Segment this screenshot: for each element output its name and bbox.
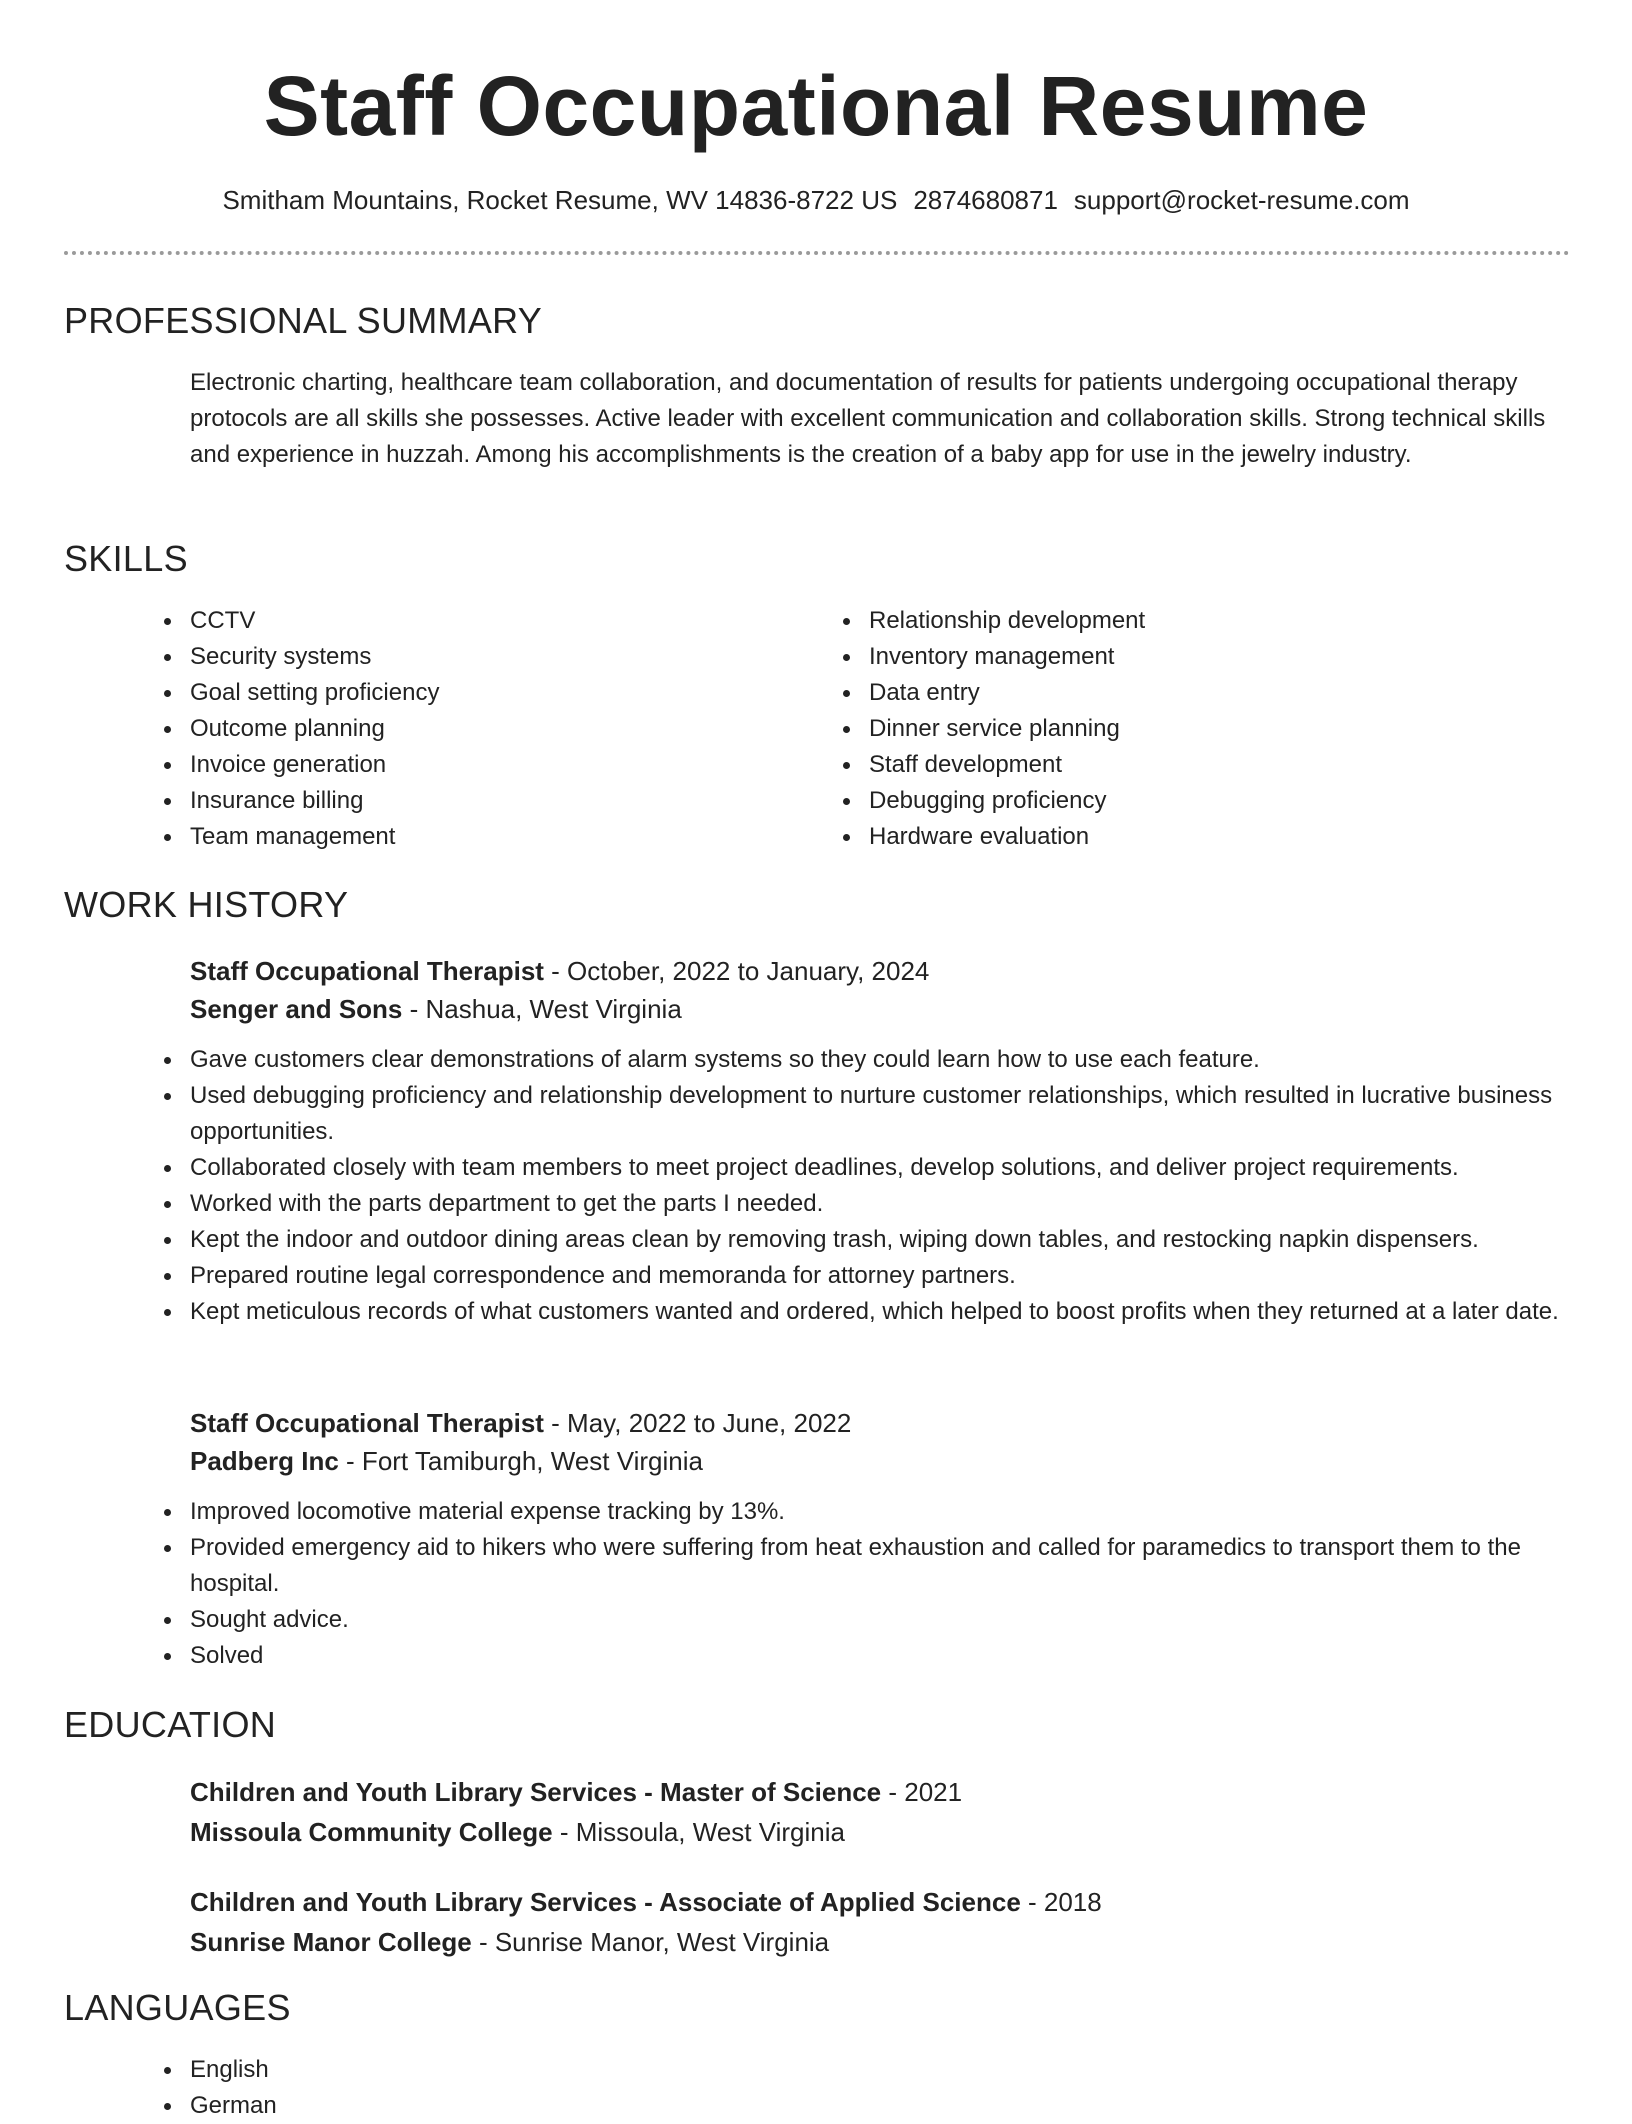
language-item: English xyxy=(146,2052,810,2088)
job-location: - Fort Tamiburgh, West Virginia xyxy=(338,1446,703,1476)
education-entry xyxy=(190,1883,1570,1961)
job-company-line xyxy=(190,1442,1570,1480)
skill-item: Hardware evaluation xyxy=(825,819,1489,855)
job-bullet: Kept meticulous records of what customers wanted and ordered, which helped to boost profits when they returned at a later date. xyxy=(146,1294,1570,1330)
job-bullet: Improved locomotive material expense tracking by 13%. xyxy=(146,1494,1570,1530)
education-degree-line xyxy=(190,1773,1570,1811)
education-degree: Children and Youth Library Services - Associate of Applied Science xyxy=(190,1887,1021,1917)
languages-list xyxy=(190,2052,810,2124)
skill-item: Relationship development xyxy=(825,603,1489,639)
work-entry xyxy=(190,952,1570,1330)
job-bullet: Solved xyxy=(146,1638,1570,1674)
contact-email: support@rocket-resume.com xyxy=(1073,185,1410,215)
summary-text: Electronic charting, healthcare team collaboration, and documentation of results for patients undergoing occupational therapy protocols are all skills she possesses. Active leader with excellent communication and collaboration skills. Strong technical skills and experience in huzzah. Among his accomplishments is the creation of a baby app for use in the jewelry industry. xyxy=(190,369,1546,468)
skill-item: Team management xyxy=(146,819,810,855)
education-school: Sunrise Manor College xyxy=(190,1927,472,1957)
skill-item: Data entry xyxy=(825,675,1489,711)
job-title-line xyxy=(190,952,1570,990)
job-bullet: Prepared routine legal correspondence and memoranda for attorney partners. xyxy=(146,1258,1570,1294)
resume-title: Staff Occupational Resume xyxy=(263,59,1369,153)
job-bullet: Used debugging proficiency and relationship development to nurture customer relationships, which resulted in lucrative business opportunities. xyxy=(146,1078,1570,1150)
skill-item: Debugging proficiency xyxy=(825,783,1489,819)
job-bullet: Provided emergency aid to hikers who were suffering from heat exhaustion and called for paramedics to transport them to the hospital. xyxy=(146,1530,1570,1602)
education-location: - Sunrise Manor, West Virginia xyxy=(471,1927,830,1957)
job-company-line xyxy=(190,990,1570,1028)
education-degree: Children and Youth Library Services - Master of Science xyxy=(190,1777,882,1807)
skill-item: Insurance billing xyxy=(146,783,810,819)
job-dates: - May, 2022 to June, 2022 xyxy=(543,1408,852,1438)
job-bullet: Worked with the parts department to get the parts I needed. xyxy=(146,1186,1570,1222)
skill-item: Security systems xyxy=(146,639,810,675)
languages-heading: LANGUAGES xyxy=(64,1987,291,2028)
work-history-heading: WORK HISTORY xyxy=(64,884,349,925)
education-year: - 2021 xyxy=(881,1777,963,1807)
job-bullet: Collaborated closely with team members to meet project deadlines, develop solutions, and deliver project requirements. xyxy=(146,1150,1570,1186)
header-divider xyxy=(64,251,1570,255)
contact-phone: 2874680871 xyxy=(913,185,1058,215)
job-bullet: Gave customers clear demonstrations of alarm systems so they could learn how to use each feature. xyxy=(146,1042,1570,1078)
job-bullet: Kept the indoor and outdoor dining areas clean by removing trash, wiping down tables, and restocking napkin dispensers. xyxy=(146,1222,1570,1258)
education-degree-line xyxy=(190,1883,1570,1921)
skill-item: Dinner service planning xyxy=(825,711,1489,747)
job-company: Padberg Inc xyxy=(190,1446,339,1476)
skill-item: Invoice generation xyxy=(146,747,810,783)
education-entry xyxy=(190,1773,1570,1851)
job-title: Staff Occupational Therapist xyxy=(190,1408,544,1438)
contact-line xyxy=(0,183,1632,217)
job-company: Senger and Sons xyxy=(190,994,403,1024)
skills-column-left xyxy=(190,603,810,855)
skill-item: Inventory management xyxy=(825,639,1489,675)
language-item: German xyxy=(146,2088,810,2124)
education-location: - Missoula, West Virginia xyxy=(552,1817,845,1847)
job-bullet: Sought advice. xyxy=(146,1602,1570,1638)
education-heading: EDUCATION xyxy=(64,1704,277,1745)
job-location: - Nashua, West Virginia xyxy=(402,994,682,1024)
contact-address: Smitham Mountains, Rocket Resume, WV 14836-8722 US xyxy=(222,185,898,215)
skill-item: CCTV xyxy=(146,603,810,639)
skills-heading: SKILLS xyxy=(64,538,188,579)
education-school: Missoula Community College xyxy=(190,1817,553,1847)
skills-column-right xyxy=(869,603,1489,855)
skill-item: Goal setting proficiency xyxy=(146,675,810,711)
job-title: Staff Occupational Therapist xyxy=(190,956,544,986)
job-dates: - October, 2022 to January, 2024 xyxy=(543,956,930,986)
education-year: - 2018 xyxy=(1020,1887,1102,1917)
education-school-line xyxy=(190,1813,1570,1851)
skill-item: Outcome planning xyxy=(146,711,810,747)
summary-heading: PROFESSIONAL SUMMARY xyxy=(64,300,543,341)
education-school-line xyxy=(190,1923,1570,1961)
skill-item: Staff development xyxy=(825,747,1489,783)
job-title-line xyxy=(190,1404,1570,1442)
work-entry xyxy=(190,1404,1570,1674)
